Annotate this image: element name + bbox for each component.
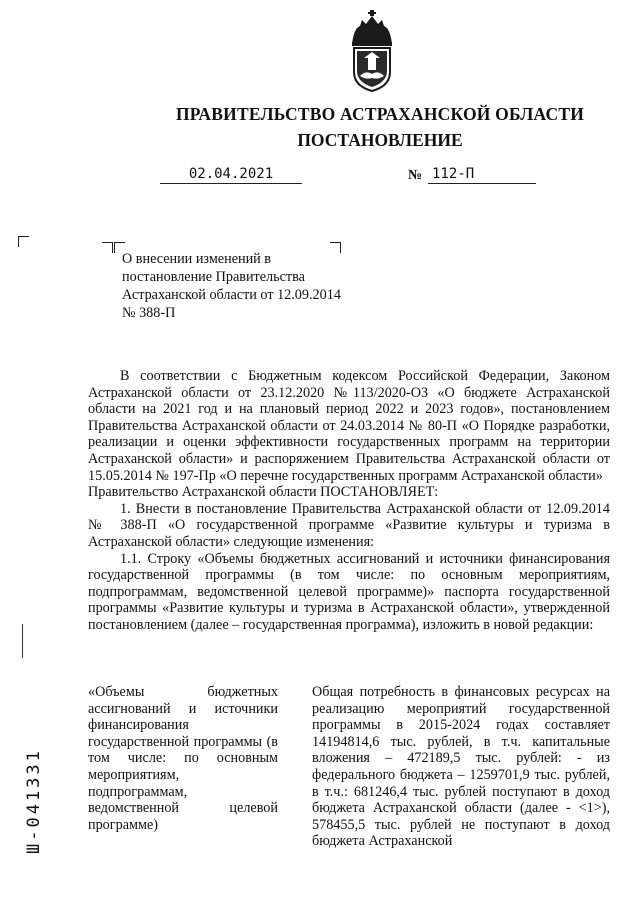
passport-table-row (88, 684, 610, 850)
item-1-1-paragraph: 1.1. Строку «Объемы бюджетных ассигнований и источники финансирования государственной программы (в том числе: по основным мероприятиям, подпрограммам, ведомственной целевой программе)» паспорта государственной программы «Развитие культуры и туризма в Астраханской области», утвержденной постановлением (далее – государственная программа), изложить в новой редакции: (88, 550, 610, 633)
document-date: 02.04.2021 (160, 166, 302, 184)
document-number: 112-П (428, 166, 536, 184)
corner-mark (18, 236, 29, 247)
document-type: ПОСТАНОВЛЕНИЕ (297, 130, 463, 150)
number-prefix: № (408, 168, 423, 183)
margin-tick (22, 624, 23, 658)
corner-mark (102, 242, 113, 253)
document-subject: О внесении изменений в постановление Правительства Астраханской области от 12.09.2014 № 388-П (122, 251, 341, 321)
coat-of-arms-icon (346, 10, 398, 92)
resolves-paragraph: Правительство Астраханской области ПОСТАНОВЛЯЕТ: (88, 484, 439, 501)
item-1-paragraph: 1. Внести в постановление Правительства Астраханской области от 12.09.2014 № 388-П «О государственной программе «Развитие культуры и туризма в Астраханской области» следующие изменения: (88, 500, 610, 550)
table-cell-label: «Объемы бюджетных ассигнований и источники финансирования государственной программы (в том числе: по основным мероприятиям, подпрограммам, ведомственной целевой программе) (88, 684, 278, 833)
government-title: ПРАВИТЕЛЬСТВО АСТРАХАНСКОЙ ОБЛАСТИ (175, 104, 585, 124)
serial-code: Ш-041331 (24, 748, 44, 854)
table-cell-value: Общая потребность в финансовых ресурсах на реализацию мероприятий государственной программы в 2015-2024 годах составляет 14194814,6 тыс. рублей, в т.ч. капитальные вложения – 472189,5 тыс. рублей: - из федерального бюджета – 1259701,9 тыс. рублей, в т.ч.: 681246,4 тыс. рублей поступают в доход бюджета Астраханской области (далее - <1>), 578455,5 тыс. рублей не поступают в доход бюджета Астраханской (312, 684, 610, 850)
document-body (88, 368, 610, 634)
preamble-paragraph: В соответствии с Бюджетным кодексом Российской Федерации, Законом Астраханской области от 23.12.2020 №113/2020-ОЗ «О бюджете Астраханской области на 2021 год и на плановый период 2022 и 2023 годов», постановлением Правительства Астраханской области от 24.03.2014 № 80-П «О Порядке разработки, реализации и оценки эффективности государственных программ на территории Астраханской области» и распоряжением Правительства Астраханской области от 15.05.2014 № 197-Пр «О перечне государственных программ Астраханской области» (88, 368, 610, 484)
